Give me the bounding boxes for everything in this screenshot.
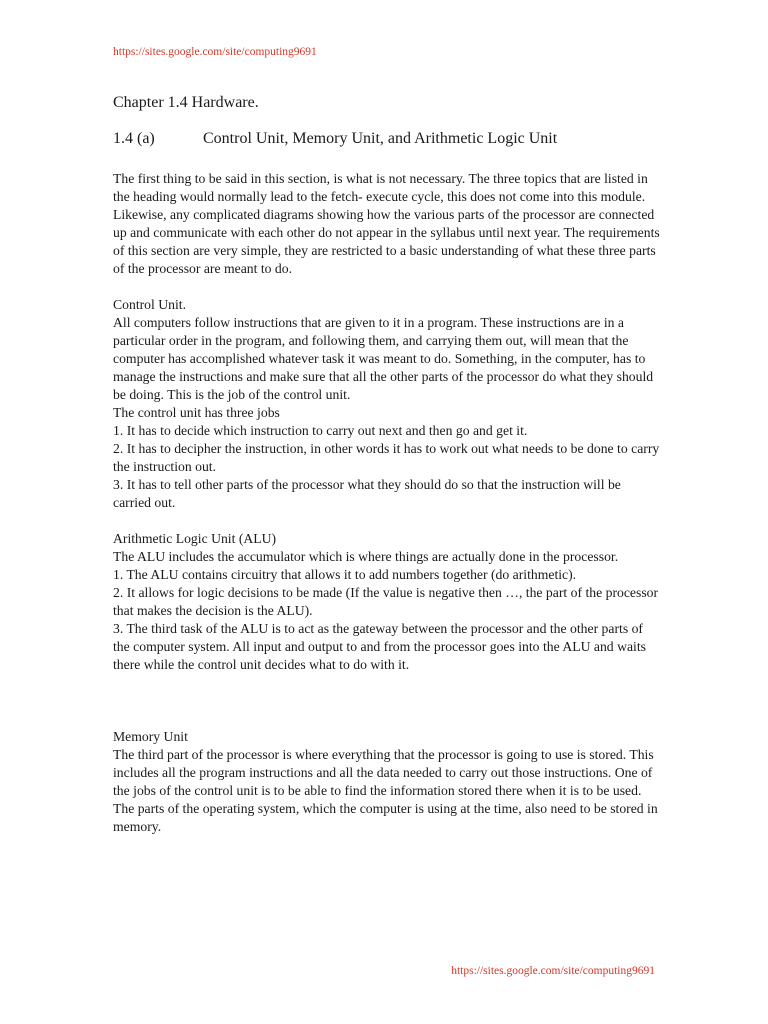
header-url-link[interactable]: https://sites.google.com/site/computing9691 [113,46,317,58]
document-content [113,92,661,854]
control-unit-job: 1. It has to decide which instruction to carry out next and then go and get it. [113,423,528,438]
chapter-title: Chapter 1.4 Hardware. [113,94,259,111]
alu-heading: Arithmetic Logic Unit (ALU) [113,531,277,546]
alu-section [113,530,661,674]
memory-unit-body: The third part of the processor is where everything that the processor is going to use is stored. This includes all the program instructions and all the data needed to carry out those instructions. One of the jobs of the control unit is to be able to find the information stored there when it is to be used. [113,747,654,798]
alu-item: 2. It allows for logic decisions to be made (If the value is negative then …, the part of the processor that makes the decision is the ALU). [113,585,659,618]
control-unit-job: 2. It has to decipher the instruction, in other words it has to work out what needs to be done to carry the instruction out. [113,441,660,474]
section-heading [113,128,661,150]
alu-body: The ALU includes the accumulator which is where things are actually done in the processor. [113,549,619,564]
control-unit-body: All computers follow instructions that are given to it in a program. These instructions are in a particular order in the program, and following them, and carrying them out, will mean that the computer has accomplished whatever task it was meant to do. Something, in the computer, has to manage the instructions and make sure that all the other parts of the processor do what they should be doing. This is the job of the control unit. [113,315,654,402]
control-unit-job: 3. It has to tell other parts of the processor what they should do so that the instruction will be carried out. [113,477,621,510]
memory-unit-body-2: The parts of the operating system, which the computer is using at the time, also need to be stored in memory. [113,801,658,834]
footer-url-link[interactable]: https://sites.google.com/site/computing9691 [451,965,655,977]
section-number: 1.4 (a) [113,130,155,147]
section-title: Control Unit, Memory Unit, and Arithmetic Logic Unit [203,130,558,147]
alu-item: 1. The ALU contains circuitry that allows it to add numbers together (do arithmetic). [113,567,577,582]
memory-unit-section [113,728,661,836]
intro-paragraph: The first thing to be said in this section, is what is not necessary. The three topics that are listed in the heading would normally lead to the fetch- execute cycle, this does not come into this module. Likewise, any complicated diagrams showing how the various parts of the processor are connected up and communicate with each other do not appear in the syllabus until next year. The requirements of this section are very simple, they are restricted to a basic understanding of what these three parts of the processor are meant to do. [113,171,660,276]
alu-item: 3. The third task of the ALU is to act as the gateway between the processor and the other parts of the computer system. All input and output to and from the processor goes into the ALU and waits there while the control unit decides what to do with it. [113,621,646,672]
control-unit-heading: Control Unit. [113,297,187,312]
control-unit-jobs-intro: The control unit has three jobs [113,405,280,420]
memory-unit-heading: Memory Unit [113,729,188,744]
control-unit-section [113,296,661,512]
intro-paragraph-block [113,170,661,278]
